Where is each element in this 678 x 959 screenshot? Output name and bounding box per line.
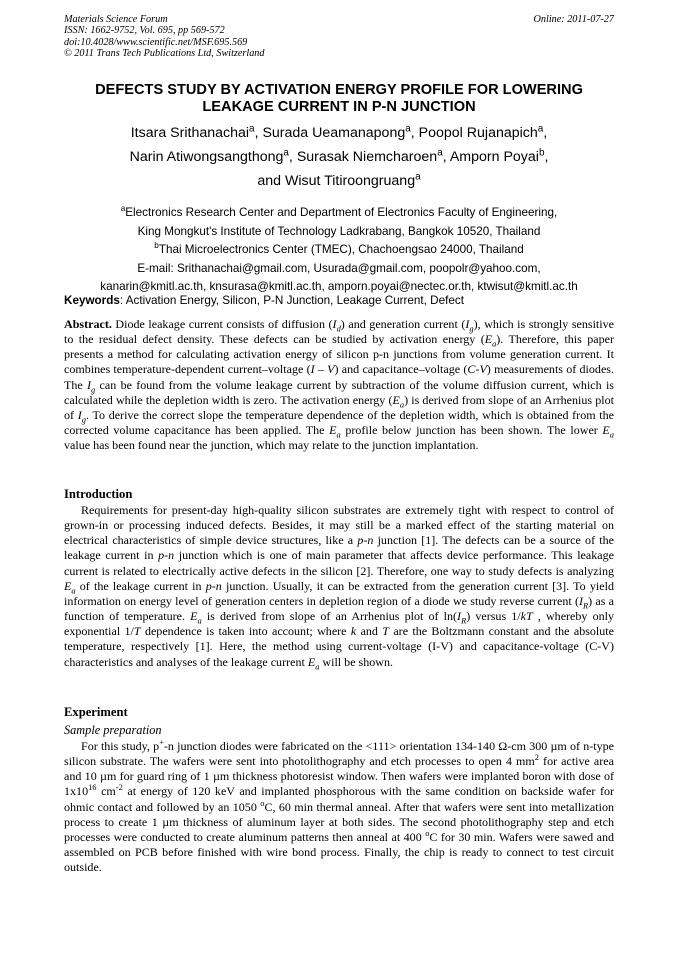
author-separator: , [544,149,549,165]
keywords-label: Keywords [64,294,120,307]
title-line-1: DEFECTS STUDY BY ACTIVATION ENERGY PROFILE FOR LOWERING [95,82,583,98]
journal-copyright: © 2011 Trans Tech Publications Ltd, Switzerland [64,48,265,60]
affil-mark-a: a [120,204,126,214]
author-affil-mark: a [405,123,411,135]
online-date: Online: 2011-07-27 [533,14,614,25]
journal-doi: doi:10.4028/www.scientific.net/MSF.695.569 [64,36,248,48]
paper-title [64,82,614,116]
email-line-2: kanarin@kmitl.ac.th, knsurasa@kmitl.ac.th, amporn.poyai@nectec.or.th, ktwisut@kmitl.ac.th [100,280,578,294]
author-separator: , [442,149,450,165]
experiment-text: For this study, p+-n junction diodes were fabricated on the <111> orientation 134-140 Ω-cm 300 µm of n-type silicon substrate. The wafers were sent into photolithography and etch processes to open 4 $mm^2$ for active area and 10 µm for guard ring of 1 µm thickness photoresist window. Then wafers were implanted boron with dose of $1x10^{16}$ $cm^{-2}$ at energy of 120 keV and implanted phosphorous with the same condition on backside wafer for ohmic contact and followed by an 1050 $^o$C, 60 min thermal anneal. After that wafers were sent into metallization process to create 1 µm thickness of aluminum layer at both sides. The second photolithography step and etch processes were conducted to create aluminum patterns then anneal at 400 $^o$C for 30 min. Wafers were sawed and assembled on PCB before finished with wire bond process. Finally, the chip is ready to connect to test circuit outside. [64,736,615,875]
author-name: Surasak Niemcharoen [296,149,438,165]
author-separator: , [543,125,548,141]
sample-preparation-subheading: Sample preparation [64,723,162,737]
author-name: and Wisut Titiroongruang [257,173,416,189]
keywords-text: : Activation Energy, Silicon, P-N Junction, Leakage Current, Defect [119,294,464,307]
abstract-label: Abstract. [64,317,112,331]
abstract [64,317,614,453]
affiliation-a [54,204,624,223]
journal-issn: ISSN: 1662-9752, Vol. 695, pp 569-572 [64,25,225,37]
author-separator: , [288,149,297,165]
author-line-2 [64,145,614,169]
author-affil-mark: a [537,123,544,135]
abstract-text: Diode leakage current consists of diffusion $(I_d)$ and generation current $(I_g)$, which is strongly sensitive to the residual defect density. These defects can be studied by activation energy $(E_a)$. Therefore, this paper presents a method for calculating activation energy of silicon p-n junctions from volume generation current. It combines temperature-dependent current–voltage (I – V) and capacitance–voltage (C-V) measurements of diodes. The $I_g$ can be found from the volume leakage current by subtraction of the volume diffusion current, which is calculated while the depletion width is zero. The activation energy $(E_a)$ is derived from slope of an Arrhenius plot of $I_g$. To derive the correct slope the temperature dependence of the depletion width, which is obtained from the corrected volume capacitance has been applied. The $E_a$ profile below junction has been shown. The lower $E_a$ value has been found near the junction, which may relate to the junction implantation. [64,317,615,453]
author-affil-mark: b [538,147,545,159]
author-affil-mark: a [283,147,289,159]
author-list [64,121,614,193]
introduction-heading: Introduction [64,487,133,501]
author-name: Itsara Srithanachai [130,125,250,141]
author-separator: , [410,125,419,141]
title-line-2: LEAKAGE CURRENT IN P-N JUNCTION [202,99,476,115]
author-line-3 [64,169,614,193]
journal-header [64,14,614,60]
email-line-1: E-mail: Srithanachai@gmail.com, Usurada@gmail.com, poopolr@yahoo.com, [137,261,541,275]
experiment-heading: Experiment [64,705,128,719]
affiliations [54,204,624,297]
author-name: Surada Ueamanapong [262,125,406,141]
author-affil-mark: a [415,171,421,183]
affiliation-b [54,241,624,260]
author-affil-mark: a [249,123,255,135]
journal-name: Materials Science Forum [64,14,168,25]
author-name: Poopol Rujanapich [418,125,538,141]
affil-b-line-1: Thai Microelectronics Center (TMEC), Chachoengsao 24000, Thailand [158,243,524,257]
affil-a-line-1: Electronics Research Center and Department of Electronics Faculty of Engineering, [125,206,558,219]
author-name: Amporn Poyai [449,149,539,165]
author-separator: , [254,125,263,141]
affil-a-line-2: King Mongkut's Institute of Technology Ladkrabang, Bangkok 10520, Thailand [137,224,541,238]
affil-mark-b: b [154,241,159,251]
author-name: Narin Atiwongsangthong [129,149,284,165]
introduction-text: Requirements for present-day high-quality silicon substrates are extremely tight with respect to control of grown-in or processing induced defects. Besides, it may still be a marked effect of the starting material on electrical characteristics of simple device structures, like a p-n junction [1]. The defects can be a source of the leakage current in p-n junction which is one of main parameter that affects device performance. This leakage current is related to electrically active defects in the silicon [2]. Therefore, one way to study defects is analyzing $E_a$ of the leakage current in p-n junction. Usually, it can be extracted from the generation current [3]. To yield information on energy level of generation centers in depletion region of a diode we study reverse current $(I_R)$ as a function of temperature. $E_a$ is derived from slope of an Arrhenius plot of $\ln(I_R)$ versus 1/kT , whereby only exponential 1/T dependence is taken into account; where k and T are the Boltzmann constant and the absolute temperature, respectively [1]. Here, the method using current-voltage (I-V) and capacitance-voltage (C-V) characteristics and analyses of the leakage current $E_a$ will be shown. [64,503,614,671]
author-affil-mark: a [437,147,443,159]
keywords [64,294,614,308]
author-line-1 [64,121,614,145]
